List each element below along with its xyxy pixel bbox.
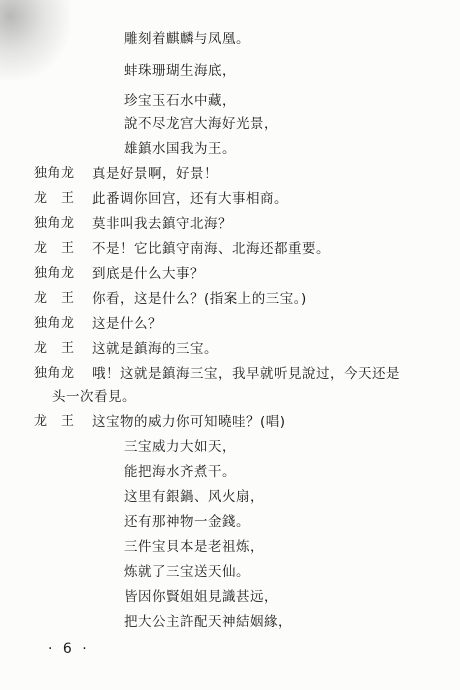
speech-line: 这宝物的威力你可知曉哇？(唱) [92, 414, 286, 430]
speech-line: 真是好景啊，好景！ [92, 166, 218, 182]
speech-line: 哦！这就是鎮海三宝，我早就听見說过，今天还是 [92, 366, 400, 382]
verse-line: 还有那神物一金錢。 [124, 514, 250, 530]
verse-line: 皆因你賢姐姐見識甚远， [124, 589, 278, 605]
speech-line: 到底是什么大事？ [92, 266, 204, 282]
speaker-name: 独角龙 [34, 366, 75, 381]
speaker-name: 龙 王 [34, 341, 75, 356]
page-number: · 6 · [48, 641, 90, 657]
speech-line: 莫非叫我去鎮守北海？ [92, 216, 232, 232]
speech-continuation: 头一次看見。 [52, 389, 136, 405]
verse-line: 蚌珠珊瑚生海底， [124, 63, 236, 79]
verse-line: 炼就了三宝送天仙。 [124, 564, 250, 580]
verse-line: 說不尽龙宫大海好光景， [124, 116, 278, 132]
speaker-name: 独角龙 [34, 216, 75, 231]
scan-smudge [0, 0, 70, 80]
verse-line: 三宝威力大如天， [124, 439, 236, 455]
verse-line: 三件宝貝本是老祖炼， [124, 539, 264, 555]
speaker-name: 独角龙 [34, 316, 75, 331]
speaker-name: 独角龙 [34, 166, 75, 181]
speech-line: 你看，这是什么？(指案上的三宝。) [92, 291, 307, 307]
speaker-name: 龙 王 [34, 191, 75, 206]
speech-line: 不是！它比鎮守南海、北海还都重要。 [92, 241, 330, 257]
speaker-name: 龙 王 [34, 241, 75, 256]
speaker-name: 独角龙 [34, 266, 75, 281]
speaker-name: 龙 王 [34, 414, 75, 429]
verse-line: 这里有銀鍋、风火扇， [124, 489, 264, 505]
verse-line: 雕刻着麒麟与凤凰。 [124, 31, 250, 47]
speech-line: 这就是鎮海的三宝。 [92, 341, 218, 357]
speech-line: 这是什么？ [92, 316, 162, 332]
verse-line: 雄鎮水国我为王。 [124, 141, 236, 157]
speech-line: 此番调你回宫，还有大事相商。 [92, 191, 288, 207]
speaker-name: 龙 王 [34, 291, 75, 306]
verse-line: 能把海水齐煮干。 [124, 464, 236, 480]
verse-line: 珍宝玉石水中藏， [124, 93, 236, 109]
verse-line: 把大公主許配天神結姻緣， [124, 614, 292, 630]
